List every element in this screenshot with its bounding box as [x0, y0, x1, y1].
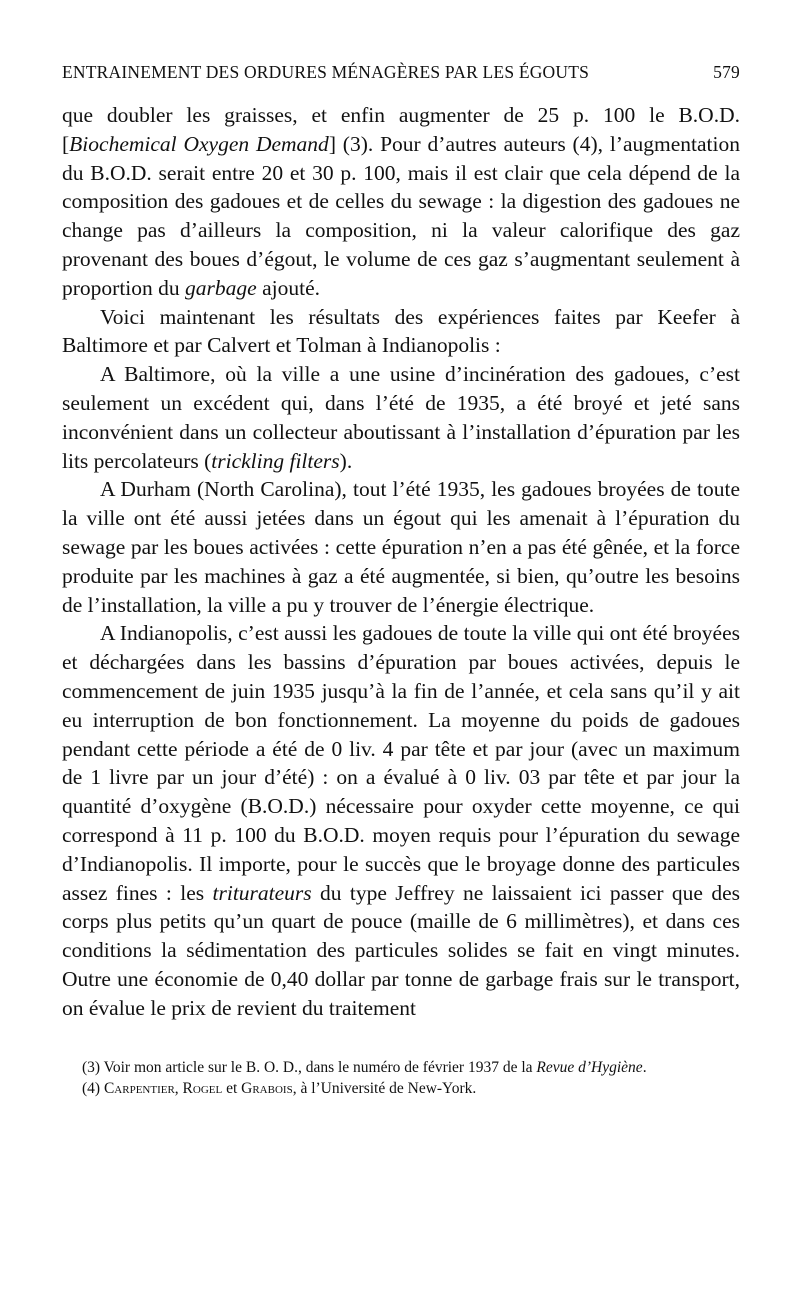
paragraph-1-segment-2: Biochemical Oxygen Demand: [69, 131, 329, 156]
footnote-4: [62, 1078, 740, 1099]
paragraph-3: [62, 360, 740, 475]
document-page: [62, 62, 740, 1099]
paragraph-5-segment-3: du type Jeffrey ne laissaient ici passer que des corps plus petits qu’un quart de pouce (maille de 6 millimètres), et dans ces conditions la sédimentation des particules solides se fait en vingt minutes. Outre une économie de 0,40 dollar par tonne de garbage frais sur le transport, on évalue le prix de revient du traitement: [62, 880, 741, 1020]
footnotes: [62, 1057, 740, 1099]
footnote-2-segment-3: ,: [174, 1079, 183, 1097]
footnote-3: [62, 1057, 740, 1078]
paragraph-5-segment-2: triturateurs: [212, 880, 312, 905]
footnote-1-segment-1: (3) Voir mon article sur le B. O. D., dans le numéro de février 1937 de la: [82, 1058, 537, 1076]
body-text: [62, 101, 740, 1023]
paragraph-1-segment-4: garbage: [185, 275, 257, 300]
footnote-2-segment-1: (4): [82, 1079, 104, 1097]
paragraph-3-segment-3: ).: [339, 448, 353, 473]
paragraph-5: [62, 619, 740, 1022]
running-title: ENTRAINEMENT DES ORDURES MÉNAGÈRES PAR LES ÉGOUTS: [62, 62, 590, 82]
paragraph-1-segment-1: que doubler les graisses, et enfin augmenter de 25 p. 100 le B.O.D. [: [62, 103, 740, 156]
running-header: [62, 62, 740, 83]
paragraph-1-segment-5: ajouté.: [256, 275, 320, 300]
paragraph-1-segment-3: ] (3). Pour d’autres auteurs (4), l’augmentation du B.O.D. serait entre 20 et 30 p. 100, mais il est clair que cela dépend de la composition des gadoues et de celles du sewage : la digestion des gadoues ne change pas d’ailleurs la composition, ni la valeur calorifique des gaz provenant des boues d’égout, le volume de ces gaz s’augmentant seulement à proportion du: [62, 131, 740, 300]
paragraph-3-segment-1: A Baltimore, où la ville a une usine d’incinération des gadoues, c’est seulement un excédent qui, dans l’été de 1935, a été broyé et jeté sans inconvénient dans un collecteur aboutissant à l’installation d’épuration par les lits percolateurs (: [62, 362, 740, 473]
footnote-2-segment-7: , à l’Université de New-York.: [292, 1079, 477, 1097]
footnote-2-segment-4: Rogel: [182, 1079, 223, 1097]
paragraph-5-segment-1: A Indianopolis, c’est aussi les gadoues de toute la ville qui ont été broyées et déchargées dans les bassins d’épuration par boues activées, depuis le commencement de juin 1935 jusqu’à la fin de l’année, et cela sans qu’il y ait eu interruption de bon fonctionnement. La moyenne du poids de gadoues pendant cette période a été de 0 liv. 4 par tête et par jour (avec un maximum de 1 livre par un jour d’été) : on a évalué à 0 liv. 03 par tête et par jour la quantité d’oxygène (B.O.D.) nécessaire pour oxyder cette moyenne, ce qui correspond à 11 p. 100 du B.O.D. moyen requis pour l’épuration du sewage d’Indianopolis. Il importe, pour le succès que le broyage donne des particules assez fines : les: [62, 621, 740, 905]
footnote-1-segment-3: .: [642, 1058, 647, 1076]
footnote-1-segment-2: Revue d’Hygiène: [536, 1058, 643, 1076]
footnote-2-segment-5: et: [222, 1079, 242, 1097]
footnote-2-segment-2: Carpentier: [103, 1079, 175, 1097]
paragraph-2-segment-1: Voici maintenant les résultats des expériences faites par Keefer à Baltimore et par Calvert et Tolman à Indianopolis :: [62, 304, 740, 358]
paragraph-4-segment-1: A Durham (North Carolina), tout l’été 1935, les gadoues broyées de toute la ville ont été aussi jetées dans un égout qui les amenait à l’épuration du sewage par les boues activées : cette épuration n’en a pas été gênée, et la force produite par les machines à gaz a été augmentée, si bien, qu’outre les besoins de l’installation, la ville a pu y trouver de l’énergie électrique.: [62, 477, 740, 617]
paragraph-4: [62, 475, 740, 619]
paragraph-2: [62, 303, 740, 361]
footnote-2-segment-6: Grabois: [241, 1079, 293, 1097]
page-number: 579: [713, 62, 740, 82]
paragraph-1: [62, 101, 740, 303]
paragraph-3-segment-2: trickling filters: [211, 448, 340, 473]
